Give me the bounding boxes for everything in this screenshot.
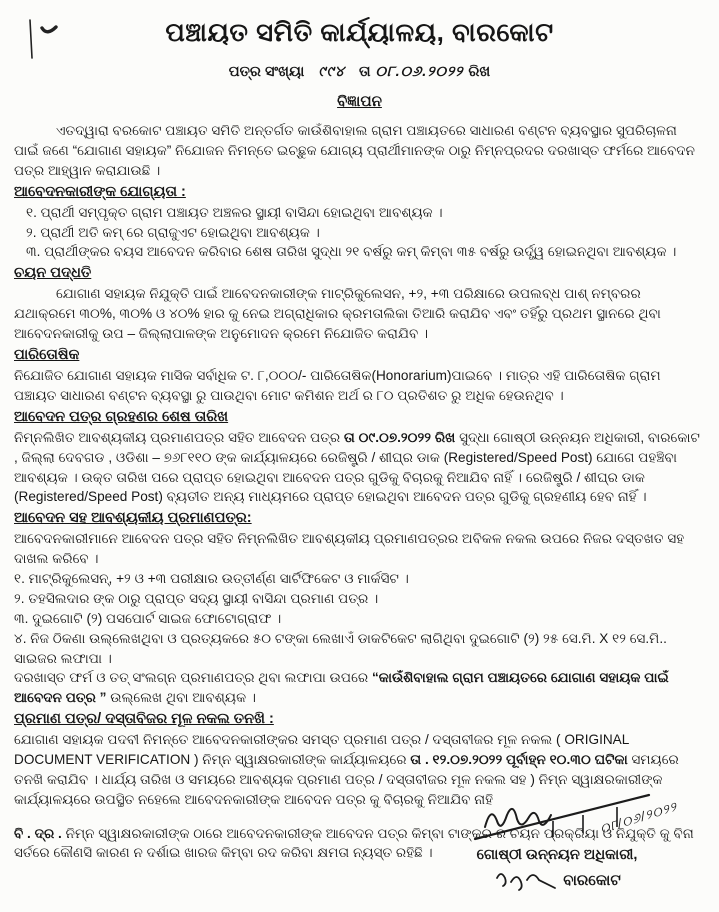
section-heading: ଆବେଦନକାରୀଙ୍କ ଯୋଗ୍ୟତା : xyxy=(14,183,186,200)
section-eligibility xyxy=(14,182,705,263)
letter-number-value: ୯୯୪ xyxy=(318,63,345,80)
eligibility-item: ୩. ପ୍ରାର୍ଥୀଙ୍କର ବୟସ ଆବେଦନ କରିବାର ଶେଷ ତାରିଖ ସୁଦ୍ଧା ୨୧ ବର୍ଷରୁ କମ୍ କିମ୍ବା ୩୫ ବର୍ଷରୁ ଉର୍ଦ୍ଧ୍ୱ ହୋଇନଥିବା ଆବଶ୍ୟକ । xyxy=(26,244,677,260)
signature-date: ୦୮/୦୬/୨୦୨୨ xyxy=(598,798,680,837)
envelope-post: ଉଲ୍ଲେଖ ଥିବା ଆବଶ୍ୟକ । xyxy=(106,690,257,706)
nb-prefix: ବି . ଦ୍ର . xyxy=(14,825,62,841)
signatory-designation: ଗୋଷ୍ଠୀ ଉନ୍ନୟନ ଅଧିକାରୀ, xyxy=(476,846,638,863)
last-date-paragraph xyxy=(14,428,705,507)
section-heading: ଚୟନ ପଦ୍ଧତି xyxy=(14,265,92,282)
signatory-place: ବାରକୋଟ xyxy=(563,872,621,890)
verification-pre: ଯୋଗାଣ ସହାୟକ ପଦବୀ ନିମନ୍ତେ ଆବେଦନକାରୀଙ୍କର ସମସ୍ତ ପ୍ରମାଣ ପତ୍ର / ଦସ୍ତାବୀଜର ମୂଳ ନକଲ ( ORIGINAL DOCUMENT VERIFICATION ) ନିମ୍ନ ସ୍ୱାକ୍ଷରକାରୀଙ୍କ କାର୍ଯ୍ୟାଳୟରେ xyxy=(14,732,629,768)
nb-body: ନିମ୍ନ ସ୍ୱାକ୍ଷରକାରୀଙ୍କ ଠାରେ ଆବେଦନକାରୀଙ୍କ ଆବେଦନ ପତ୍ର କିମ୍ବା ଟାଙ୍କର ର ଚୟନ ପ୍ରକ୍ରିୟା ଓ ନିଯୁକ୍ତି କୁ ବିନା ସର୍ତରେ କୌଣସି କାରଣ ନ ଦର୍ଶାଇ ଖାରଜ କିମ୍ବା ରଦ କରିବା କ୍ଷମତା ନ୍ୟସ୍ତ ରହିଛି । xyxy=(14,825,694,861)
section-heading: ଆବେଦନ ପତ୍ର ଗ୍ରହଣର ଶେଷ ତାରିଖ xyxy=(14,408,229,425)
letter-meta-line xyxy=(14,62,705,83)
section-selection-process xyxy=(14,263,705,344)
date-value: ୦୮.୦୬.୨୦୨୨ xyxy=(375,63,464,80)
honorarium-paragraph: ନିଯୋଜିତ ଯୋଗାଣ ସହାୟକ ମାସିକ ସର୍ବାଧିକ ଟ. ୮,୦୦୦/- ପାରିତୋଷିକ(Honorarium)ପାଇବେ । ମାତ୍ର ଏହି ପାରିତୋଷିକ ଗ୍ରାମ ପଞ୍ଚାୟତ ସାଧାରଣ ବଣ୍ଟନ ବ୍ୟବସ୍ଥା ରୁ ପାଉଥିବା ମୋଟ କମିଶନ ଅର୍ଥ ର ୮୦ ପ୍ରତିଶତ ରୁ ଅଧିକ ହେଉନଥିବ । xyxy=(14,368,661,403)
document-item: ୨. ତହସିଲଦାର ଙ୍କ ଠାରୁ ପ୍ରାପ୍ତ ସଦ୍ୟ ସ୍ଥାୟୀ ବାସିନ୍ଦା ପ୍ରମାଣ ପତ୍ର । xyxy=(14,590,379,606)
eligibility-item: ୨. ପ୍ରାର୍ଥୀ ଅତି କମ୍ ରେ ଗ୍ରାଜୁଏଟ ହୋଇଥିବା ଆବଶ୍ୟକ । xyxy=(26,224,320,240)
verification-post: ସମୟରେ ତନଖି କରାଯିବ । ଧାର୍ଯ୍ୟ ତାରିଖ ଓ ସମୟରେ ଆବଶ୍ୟକ ପ୍ରମାଣ ପତ୍ର / ଦସ୍ତାବୀଜର ମୂଳ ନକଲ ସହ ) ନିମ୍ନ ସ୍ୱାକ୍ଷରକାରୀଙ୍କ କାର୍ଯ୍ୟାଳୟରେ ଉପସ୍ଥିତ ନହେଲେ ଆବେଦନକାରୀଙ୍କ ଆବେଦନ ପତ୍ର କୁ ବିଚାରକୁ ନିଆଯିବ ନାହି xyxy=(14,752,679,807)
notice-title: ବିଜ୍ଞାପନ xyxy=(337,93,382,111)
verification-date-value: ତା . ୧୨.୦୭.୨୦୨୨ ପୂର୍ବାହ୍ନ ୧୦.୩୦ ଘଟିକା xyxy=(410,752,628,768)
date-label: ତା xyxy=(358,63,371,80)
envelope-pre: ଦରଖାସ୍ତ ଫର୍ମ ଓ ତତ୍ ସଂଲଗ୍ନ ପ୍ରମାଣପତ୍ର ଥିବା ଲଫାପା ଉପରେ xyxy=(14,670,372,686)
intro-paragraph: ଏତଦ୍ୱାରା ବରକୋଟ ପଞ୍ଚାୟତ ସମିତି ଅନ୍ତର୍ଗତ କାଉଁଶିବାହାଲ ଗ୍ରାମ ପଞ୍ଚାୟତରେ ସାଧାରଣ ବଣ୍ଟନ ବ୍ୟବସ୍ଥାର ସୁପରିଚାଳନା ପାଇଁ ଜଣେ “ଯୋଗାଣ ସହାୟକ” ନିଯୋଜନ ନିମନ୍ତେ ଇଚ୍ଛୁକ ଯୋଗ୍ୟ ପ୍ରାର୍ଥୀମାନଙ୍କ ଠାରୁ ନିମ୍ନପ୍ରଦର ଦରଖାସ୍ତ ଫର୍ମରେ ଆବେଦନ ପତ୍ର ଆହ୍ୱାନ କରାଯାଉଛି । xyxy=(14,123,695,178)
office-title: ପଞ୍ଚାୟତ ସମିତି କାର୍ଯ୍ୟାଳୟ, ବାରକୋଟ xyxy=(165,17,554,47)
section-heading: ଆବେଦନ ସହ ଆବଶ୍ୟକୀୟ ପ୍ରମାଣପତ୍ର: xyxy=(14,510,252,527)
signature-area xyxy=(417,787,697,845)
section-heading: ପ୍ରମାଣ ପତ୍ର/ ଦସ୍ତାବିଜର ମୂଳ ନକଲ ତନଖି : xyxy=(14,711,274,728)
last-date-pre: ନିମ୍ନଲିଖିତ ଆବଶ୍ୟକୀୟ ପ୍ରମାଣପତ୍ର ସହିତ ଆବେଦନ ପତ୍ର xyxy=(14,429,345,445)
eligibility-item: ୧. ପ୍ରାର୍ଥୀ ସମ୍ପୃକ୍ତ ଗ୍ରାମ ପଞ୍ଚାୟତ ଅଞ୍ଚଳର ସ୍ଥାୟୀ ବାସିନ୍ଦା ହୋଇଥିବା ଆବଶ୍ୟକ । xyxy=(26,204,443,220)
documents-intro-paragraph: ଆବେଦନକାରୀମାନେ ଆବେଦନ ପତ୍ର ସହିତ ନିମ୍ନଲିଖିତ ଆବଶ୍ୟକୀୟ ପ୍ରମାଣପତ୍ରର ଅବିକଳ ନକଲ ଉପରେ ନିଜର ଦସ୍ତଖତ ସହ ଦାଖଲ କରିବେ । xyxy=(14,531,685,567)
envelope-instruction-paragraph xyxy=(14,668,705,708)
date-suffix: ରିଖ xyxy=(468,63,491,80)
selection-paragraph: ଯୋଗାଣ ସହାୟକ ନିଯୁକ୍ତି ପାଇଁ ଆବେଦନକାରୀଙ୍କ ମାଟ୍ରିକୁଲେସନ, +୨, +୩ ପରିକ୍ଷାରେ ଉପଲବ୍ଧ ପାଶ୍ ନମ୍ବରର ଯଥାକ୍ରମେ ୩୦%, ୩୦% ଓ ୪୦% ହାର କୁ ନେଇ ଅଗ୍ରାଧିକାର କ୍ରମତାଲିକା ତିଆରି କରାଯିବ ଏବଂ ତହିଁରୁ ପ୍ରଥମ ସ୍ଥାନରେ ଥିବା ଆବେଦନକାରୀକୁ ଉପ – ଜିଲ୍ଲାପାଳଙ୍କ ଅନୁମୋଦନ କ୍ରମେ ନିଯୋଜିତ କରାଯିବ । xyxy=(14,286,661,342)
document-item: ୧. ମାଟ୍ରିକୁଲେସନ୍, +୨ ଓ +୩ ପରୀକ୍ଷାର ଉତ୍ତୀର୍ଣ୍ଣ ସାର୍ଟିଫିକେଟ ଓ ମାର୍କସିଟ । xyxy=(14,571,409,587)
letter-number-label: ପତ୍ର ସଂଖ୍ୟା xyxy=(228,63,305,80)
document-item: ୪. ନିଜ ଠିକଣା ଉଲ୍ଲେଖଥିବା ଓ ପ୍ରତ୍ୟକରେ ୫୦ ଟଙ୍କା ଲେଖାଏଁ ଡାକଟିକେଟ ଲାଗିଥିବା ଦୁଇଗୋଟି (୨) ୨୫ ସେ.ମି. X ୧୨ ସେ.ମି.. ସାଇଜର ଲଫାପା । xyxy=(14,630,667,666)
section-heading: ପାରିତୋଷିକ xyxy=(14,346,80,363)
section-honorarium xyxy=(14,345,705,406)
document-item: ୩. ଦୁଇଗୋଟି (୨) ପସପୋର୍ଟ ସାଇଜ ଫୋଟୋଗ୍ରାଫ । xyxy=(14,610,282,626)
pen-tick-mark xyxy=(24,18,64,64)
section-last-date xyxy=(14,407,705,508)
last-date-post: ସୁଦ୍ଧା ଗୋଷ୍ଠୀ ଉନ୍ନୟନ ଅଧିକାରୀ, ବାରକୋଟ , ଜିଲ୍ଲା ଦେବଗଡ , ଓଡିଶା – ୭୬୮୧୧୦ ଙ୍କ କାର୍ଯ୍ୟାଳୟରେ ରେଜିଷ୍ଟ୍ରି / ଶୀଘ୍ର ଡାକ (Registered/Speed Post) ଯୋଗେ ପହଞ୍ଚିବା ଆବଶ୍ୟକ । ଉକ୍ତ ତାରିଖ ପରେ ପ୍ରାପ୍ତ ହୋଇଥିବା ଆବେଦନ ପତ୍ର ଗୁଡିକୁ ବିଚାରକୁ ନିଆଯିବ ନାହିଁ । ରେଜିଷ୍ଟ୍ରି / ଶୀଘ୍ର ଡାକ (Registered/Speed Post) ବ୍ୟତୀତ ଅନ୍ୟ ମାଧ୍ୟମରେ ପ୍ରାପ୍ତ ହୋଇଥିବା ଆବେଦନ ପତ୍ର ଗୁଡିକୁ ଗ୍ରହଣୀୟ ହେବ ନାହିଁ । xyxy=(14,429,700,505)
last-date-value: ତା ୦୯.୦୭.୨୦୨୨ ରିଖ xyxy=(344,429,456,445)
section-required-documents xyxy=(14,508,705,708)
signature-block xyxy=(417,787,697,894)
date-group xyxy=(359,62,490,83)
initials-scribble xyxy=(493,868,557,894)
envelope-quote: “କାଉଁଶିବାହାଲ ଗ୍ରାମ ପଞ୍ଚାୟତରେ ଯୋଗାଣ ସହାୟକ ପାଇଁ ଆବେଦନ ପତ୍ର ” xyxy=(14,670,669,706)
signatory-place-line xyxy=(417,868,697,894)
